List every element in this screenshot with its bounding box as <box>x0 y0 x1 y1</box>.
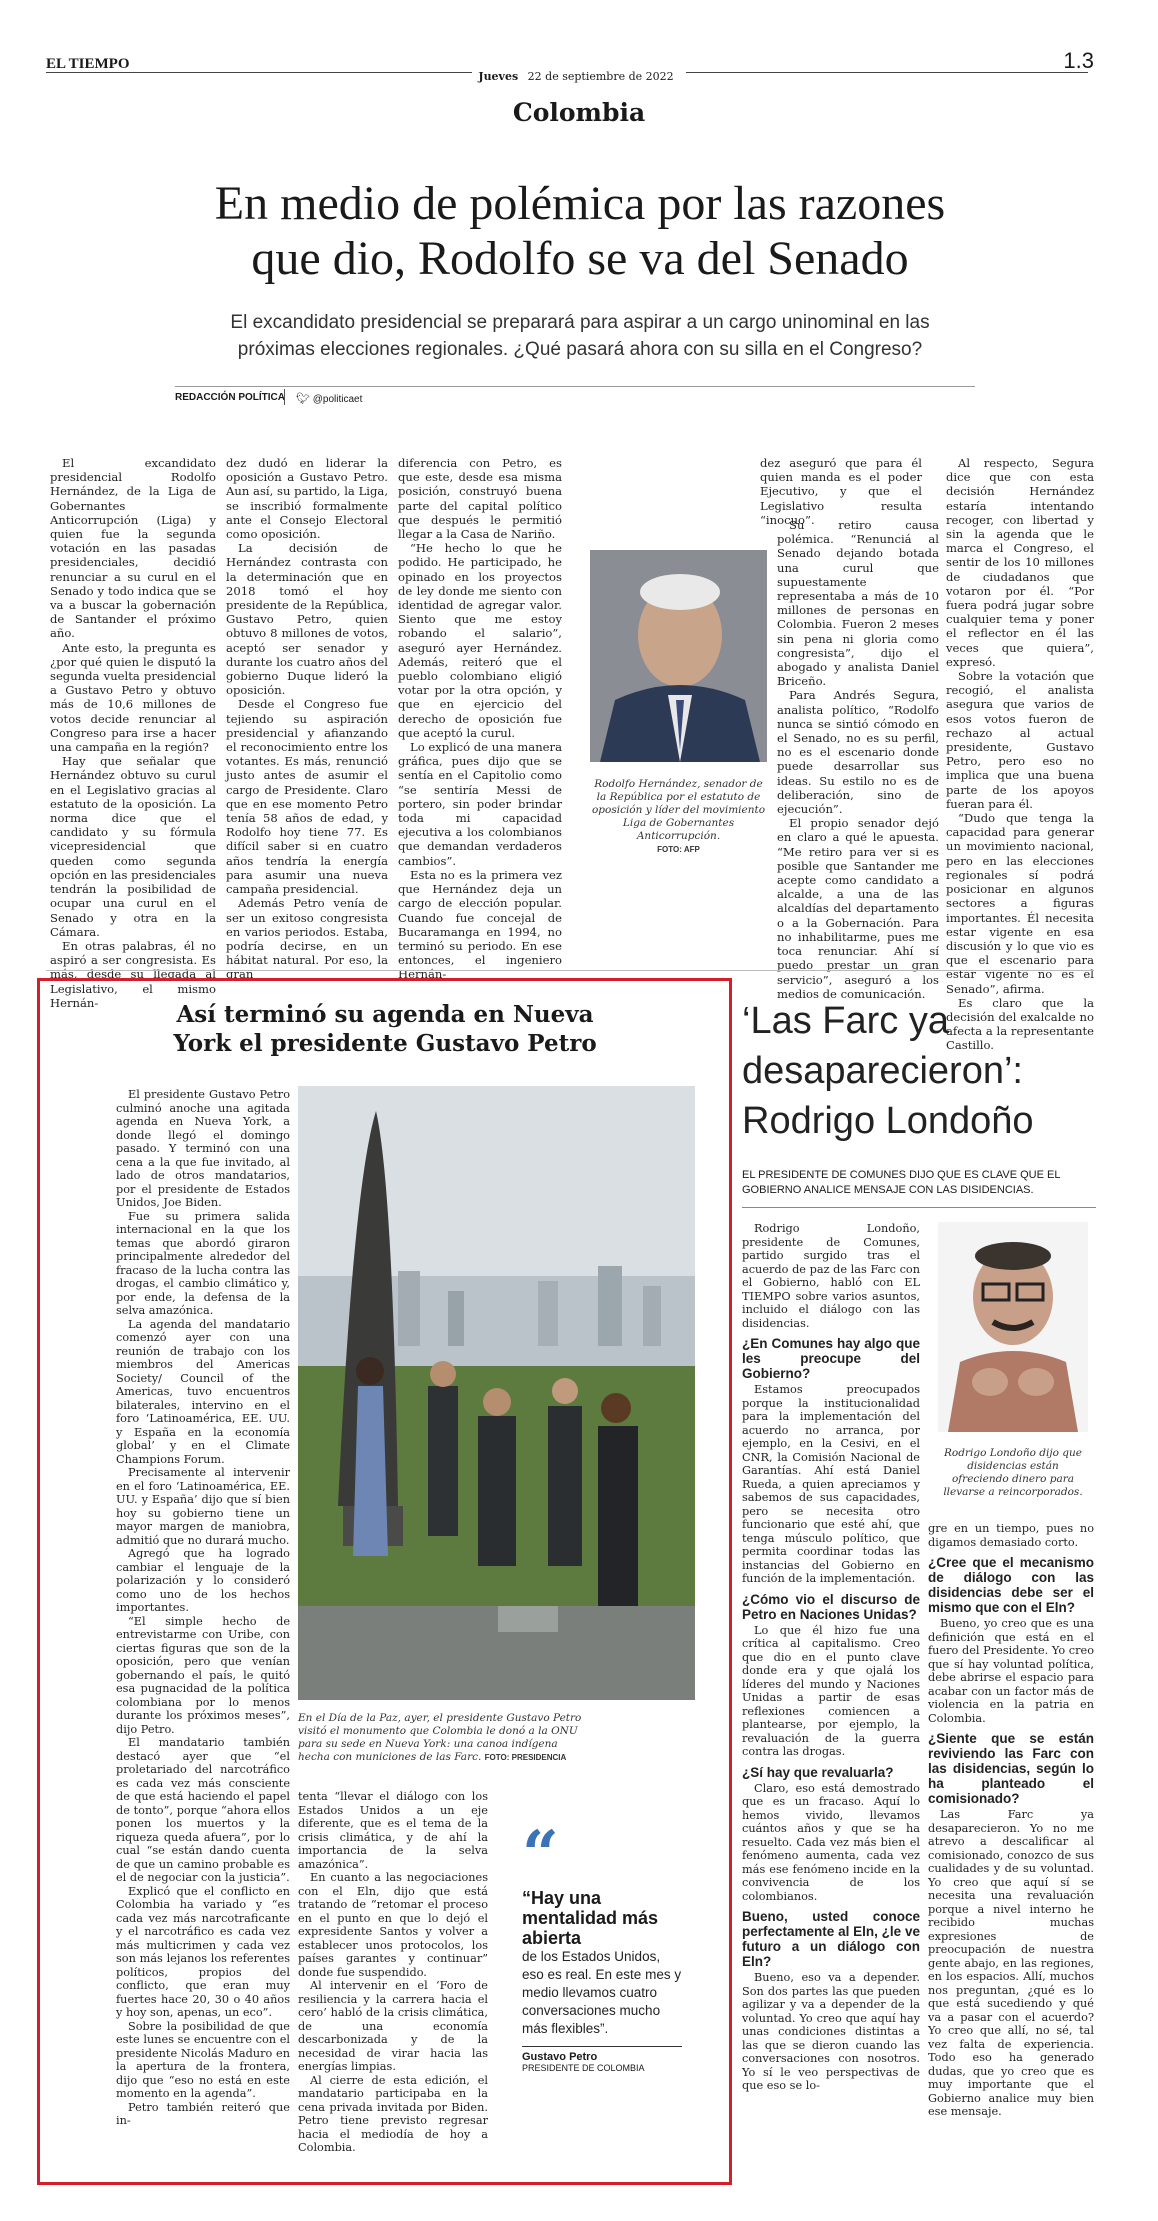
interview-question: ¿En Comunes hay algo que les preocupe del Gobierno? <box>742 1336 920 1381</box>
rodrigo-londono-photo <box>938 1222 1088 1432</box>
rodolfo-photo-caption: Rodolfo Hernández, senador de la República por el estatuto de oposición y líder del movimiento Liga de Gobernantes Anticorrupción. FOTO: AFP <box>591 778 766 854</box>
page-number: 1.3 <box>1063 48 1094 73</box>
interview-question: ¿Cree que el mecanismo de diálogo con las disidencias debe ser el mismo que con el Eln? <box>928 1555 1094 1615</box>
petro-col-2: tenta “llevar el diálogo con los Estados Unidos a un eje diferente, que es el tema de la crisis climática, y de ahí la importancia de la selva amazónica”. En cuanto a las negociaciones con el Eln, dijo que está tratando de “retomar el proceso en el punto en que lo dejó el expresidente Santos y volver a establecer unos protocolos, los países garantes y continuar” donde fue suspendido. Al intervenir en el ‘Foro de resiliencia y la carrera hacia el cero’ habló de la crisis climática, de una economía descarbonizada y de la necesidad de virar hacia las energías limpias. Al cierre de esta edición, el mandatario participaba en la cena privada invitada por Biden. Petro tiene previsto regresar hacia el mediodía de hoy a Colombia. <box>298 1790 488 2154</box>
rodolfo-hernandez-photo <box>590 550 767 762</box>
interview-question: Bueno, usted conoce perfectamente al Eln, ¿le ve futuro a un diálogo con Eln? <box>742 1909 920 1969</box>
petro-col-1: El presidente Gustavo Petro culminó anoche una agitada agenda en Nueva York, a donde llegó el domingo pasado. Y terminó con una cena a la que fue invitado, al lado de otros mandatarios, por el presidente de Estados Unidos, Joe Biden. Fue su primera salida internacional en la que los temas que abordó giraron principalmente alrededor del fracaso de la lucha contra las drogas, el cambio climático y, por ende, la defensa de la selva amazónica. La agenda del mandatario comenzó ayer con una reunión de trabajo con los miembros del Americas Society/ Council of the Americas, tuvo encuentros bilaterales, intervino en el foro ‘Latinoamérica, EE. UU. y España en la economía global’ y en el Climate Champions Forum. Precisamente al intervenir en el foro ‘Latinoamérica, EE. UU. y España’ dijo que sí bien hoy su gobierno tiene un mayor margen de maniobra, admitió que no durará mucho. Agregó que ha logrado cambiar el lenguaje de la polarización y lo consideró como uno de los hechos importantes. “El simple hecho de entrevistarme con Uribe, con ciertas figuras que son de la oposición, pero que venían gobernando el país, le quitó esa pugnacidad de la política colombiana por lo menos durante los próximos meses”, dijo Petro. El mandatario también destacó ayer que “el proletariado del narcotráfico es cada vez más consciente de que está haciendo el papel de tonto”, porque “ahora ellos ponen los muertos y la riqueza queda afuera”, por lo cual “se están dando cuenta de que un camino probable es el de negociar con la justicia”. Explicó que el conflicto en Colombia ha variado y “es cada vez más narcotraficante y el narcotráfico es cada vez más multicrimen y cada vez son más lejanos los referentes políticos, propios del conflicto, que eran muy fuertes hace 20, 30 o 40 años y hoy son, apenas, un eco”. Sobre la posibilidad de que este lunes se encuentre con el presidente Nicolás Maduro en la apertura de la frontera, dijo que “eso no está en este momento en la agenda”. Petro también reiteró que in- <box>116 1088 290 2127</box>
farc-story-deck: EL PRESIDENTE DE COMUNES DIJO QUE ES CLAVE QUE EL GOBIERNO ANALICE MENSAJE CON LAS DISIDENCIAS. <box>742 1169 1061 1196</box>
interview-question: ¿Sí hay que revaluarla? <box>742 1764 894 1780</box>
interview-answer: Bueno, yo creo que es una definición que está en el fuero del Presidente. Yo creo que sí hay voluntad política, debe abrirse el espacio para acabar con un factor más de violencia en la patria en Colombia. <box>928 1617 1094 1725</box>
twitter-icon: 🐦︎ <box>296 393 310 405</box>
byline-rule <box>175 386 975 387</box>
issue-date: Jueves 22 de septiembre de 2022 <box>0 70 1158 83</box>
interview-answer: Bueno, eso va a depender. Son dos partes las que pueden agilizar y va a depender de la voluntad. Yo creo que aquí hay unas condiciones distintas a las que se dieron cuando las conversaciones con nosotros. Yo sí le veo perspectivas de que eso se lo- <box>742 1971 920 2092</box>
londono-portrait-illustration <box>938 1222 1088 1432</box>
byline-divider <box>284 389 285 405</box>
quote-rule <box>522 2046 682 2047</box>
interview-answer: Rodrigo Londoño, presidente de Comunes, partido surgido tras el acuerdo de paz de las Farc con el Gobierno, habló con EL TIEMPO sobre varios asuntos, incluido el diálogo con las disidencias. <box>742 1222 920 1330</box>
byline: REDACCIÓN POLÍTICA <box>175 392 285 403</box>
farc-deck-rule <box>742 1207 1096 1208</box>
petro-monument-photo <box>298 1086 695 1700</box>
interview-answer: gre en un tiempo, pues no digamos demasiado corto. <box>928 1522 1094 1549</box>
main-col-4b: Su retiro causa polémica. “Renunciá al Senado dejando botada una curul que supuestamente representaba a más de 10 millones de personas en Colombia. Fueron 2 meses sin pena ni gloria como congresista”, dijo el abogado y analista Daniel Briceño. Para Andrés Segura, analista político, “Rodolfo nunca se sintió cómodo en el Senado, no es su perfil, no es el escenario donde puede desarrollar sus ideas. Su estilo no es de deliberación, sino de ejecución”. El propio senador dejó en claro a qué le apuesta. “Me retiro para ver si es posible que Santander me acepte como candidato a alcalde, a una de las alcaldías del departamento o a la Gobernación. Para no inhabilitarme, pues me toca renunciar. Ahí sí puedo prestar un gran servicio”, aseguró a los medios de comunicación. <box>777 518 939 1001</box>
main-col-1: El excandidato presidencial Rodolfo Hernández, de la Liga de Gobernantes Anticorrupción (Liga) y quien fue la segunda votación en las pasadas presidenciales, decidió renunciar a su curul en el Senado y todo indica que se va a buscar la gobernación de Santander el próximo año. Ante esto, la pregunta es ¿por qué quien le disputó la segunda vuelta presidencial a Gustavo Petro y obtuvo más de 10,6 millones de votos decide renunciar al Congreso para irse a hacer una campaña en la región? Hay que señalar que Hernández obtuvo su curul en el Legislativo gracias al estatuto de la oposición. La norma dice que el candidato y su fórmula vicepresidencial que queden como segunda opción en las presidenciales tendrán la posibilidad de ocupar una curul en el Senado y otra en la Cámara. En otras palabras, él no aspiró a ser congresista. Es más, desde su llegada al Legislativo, el mismo Hernán- <box>50 456 216 1010</box>
petro-photo-caption: En el Día de la Paz, ayer, el presidente Gustavo Petro visitó el monumento que Colombia le donó a la ONU para su sede en Nueva York: una canoa indígena hecha con municiones de las Farc. FOTO: PRESIDENCIA <box>298 1712 582 1763</box>
main-col-4: dez aseguró que para él quien manda es el poder Ejecutivo, y que el Legislativo resulta “inocuo”. <box>760 456 922 527</box>
petro-story-title: Así terminó su agenda en Nueva York el presidente Gustavo Petro <box>173 1001 597 1057</box>
masthead-logo: EL TIEMPO <box>46 56 130 72</box>
interview-answer: Las Farc ya desaparecieron. Yo no me atrevo a descalificar al comisionado, conozco de sus cualidades y de su voluntad. Yo creo que aquí sí se necesita una revaluación porque a nivel interno he recibido muchas expresiones de preocupación de nuestra gente abajo, en las regiones, en los espacios. Allí, muchos nos preguntan, ¿qué es lo que está sucediendo y qué va a pasar con el acuerdo? Yo creo que allí, no sé, tal vez falta de experiencia. Todo eso ha generado dudas, que yo creo que es muy importante que el Gobierno analice muy bien ese mensaje. <box>928 1808 1094 2118</box>
pull-quote-body: de los Estados Unidos, eso es real. En este mes y medio llevamos cuatro conversaciones mucho más flexibles”. <box>522 1949 682 2036</box>
petro-photo-illustration <box>298 1086 695 1700</box>
interview-answer: Claro, eso está demostrado que es un fracaso. Aquí lo hemos vivido, llevamos cuántos años y que se ha resuelto. Cada vez más bien el fenómeno aumenta, cada vez más ese fenómeno incide en la convivencia de los colombianos. <box>742 1781 920 1903</box>
quote-mark-icon: “ <box>522 1817 559 1892</box>
petro-pull-quote <box>522 1817 682 2073</box>
portrait-illustration <box>590 550 767 762</box>
main-headline: En medio de polémica por las razones que dio, Rodolfo se va del Senado <box>214 177 946 285</box>
section-title: Colombia <box>512 98 646 127</box>
londono-photo-caption: Rodrigo Londoño dijo que disidencias están ofreciendo dinero para llevarse a reincorporados. <box>943 1447 1083 1498</box>
interview-question: ¿Siente que se están reviviendo las Farc con las disidencias, según lo ha planteado el comisionado? <box>928 1731 1094 1806</box>
quote-author: Gustavo Petro <box>522 2051 598 2063</box>
main-col-2: dez dudó en liderar la oposición a Gustavo Petro. Aun así, su partido, la Liga, se inscribió formalmente ante el Consejo Electoral como oposición. La decisión de Hernández contrasta con la determinación que en 2018 tomó el hoy presidente de la República, Gustavo Petro, quien obtuvo 8 millones de votos, aceptó ser senador y durante los cuatro años del gobierno Duque lideró la oposición. Desde el Congreso fue tejiendo su aspiración presidencial y afianzando el reconocimiento entre los votantes. Es más, renunció justo antes de asumir el cargo de Presidente. Claro que en ese momento Petro tenía 58 años de edad, y Rodolfo hoy tiene 77. Es difícil saber si en cuatro años tendría la energía para asumir una nueva campaña presidencial. Además Petro venía de ser un exitoso congresista en varios periodos. Estaba, podría decirse, en un hábitat natural. Por eso, la gran <box>226 456 388 982</box>
farc-col-2 <box>928 1522 1094 2119</box>
interview-answer: Estamos preocupados porque la institucionalidad para la implementación del acuerdo no arranca, por ejemplo, en la Cesivi, en el CNR, la Comisión Nacional de Garantías. Ahí está Daniel Rueda, a quien apreciamos y sabemos de sus capacidades, pero se necesita otro funcionario que esté ahí, que tenga músculo político, que permita coordinar todas las instancias del Gobierno en función de la implementación. <box>742 1383 920 1585</box>
twitter-handle: 🐦︎ @politicaet <box>296 393 363 405</box>
section-separator <box>46 970 1094 971</box>
interview-answer: Lo que él hizo fue una crítica al capitalismo. Creo que dio en el punto clave donde era y que ojalá los líderes del mundo y Naciones Unidas a partir de esas reflexiones comiencen a plantearse, por ejemplo, la revaluación de la guerra contra las drogas. <box>742 1623 920 1758</box>
farc-story-title: ‘Las Farc ya desaparecieron’: Rodrigo Londoño <box>742 1000 1034 1142</box>
main-col-3: diferencia con Petro, es que este, desde esa misma posición, construyó buena parte del capital político que después le permitió llegar a la Casa de Nariño. “He hecho lo que he podido. He participado, he opinado en los proyectos de ley donde me siento con identidad de agregar valor. Siento que me estoy robando el salario”, aseguró ayer Hernández. Además, reiteró que el pueblo colombiano eligió votar por la otra opción, y que en ejercicio del derecho de oposición fue que aceptó la curul. Lo explicó de una manera gráfica, pues dijo que se sentía en el Capitolio como “se sentiría Messi de portero, sin poder brindar toda mi capacidad ejecutiva a los colombianos que demandan verdaderos cambios”. Esta no es la primera vez que Hernández deja un cargo de elección popular. Cuando fue concejal de Bucaramanga en 1994, no terminó su periodo. En ese entonces, el ingeniero Hernán- <box>398 456 562 982</box>
main-col-5: Al respecto, Segura dice que con esta decisión Hernández estaría intentando recoger, con libertad y sin la agenda que le marca el Congreso, el sentir de los 10 millones de ciudadanos que votaron por él. “Por fuera podrá jugar sobre cualquier tema y poner el reflector en él las veces que quiera”, expresó. Sobre la votación que recogió, el analista asegura que varios de esos votos fueron de rechazo al actual presidente, Gustavo Petro, pero eso no implica que una buena parte de los apoyos fueran para él. “Dudo que tenga la capacidad para generar un movimiento nacional, pero en las elecciones regionales sí podrá posicionar en algunos sectores a figuras importantes. Él necesita estar vigente en esa discusión y lo que vio es que el escenario para estar vigente no es el Senado”, afirma. Es claro que la decisión del exalcalde no afecta a la representante Castillo. <box>946 456 1094 1053</box>
interview-question: ¿Cómo vio el discurso de Petro en Naciones Unidas? <box>742 1591 920 1622</box>
quote-author-role: PRESIDENTE DE COLOMBIA <box>522 2063 645 2073</box>
farc-col-1 <box>742 1222 920 2093</box>
pull-quote-lead: “Hay una mentalidad más abierta <box>522 1888 659 1948</box>
main-deck: El excandidato presidencial se preparará para aspirar a un cargo uninominal en las próximas elecciones regionales. ¿Qué pasará ahora con su silla en el Congreso? <box>230 312 930 360</box>
